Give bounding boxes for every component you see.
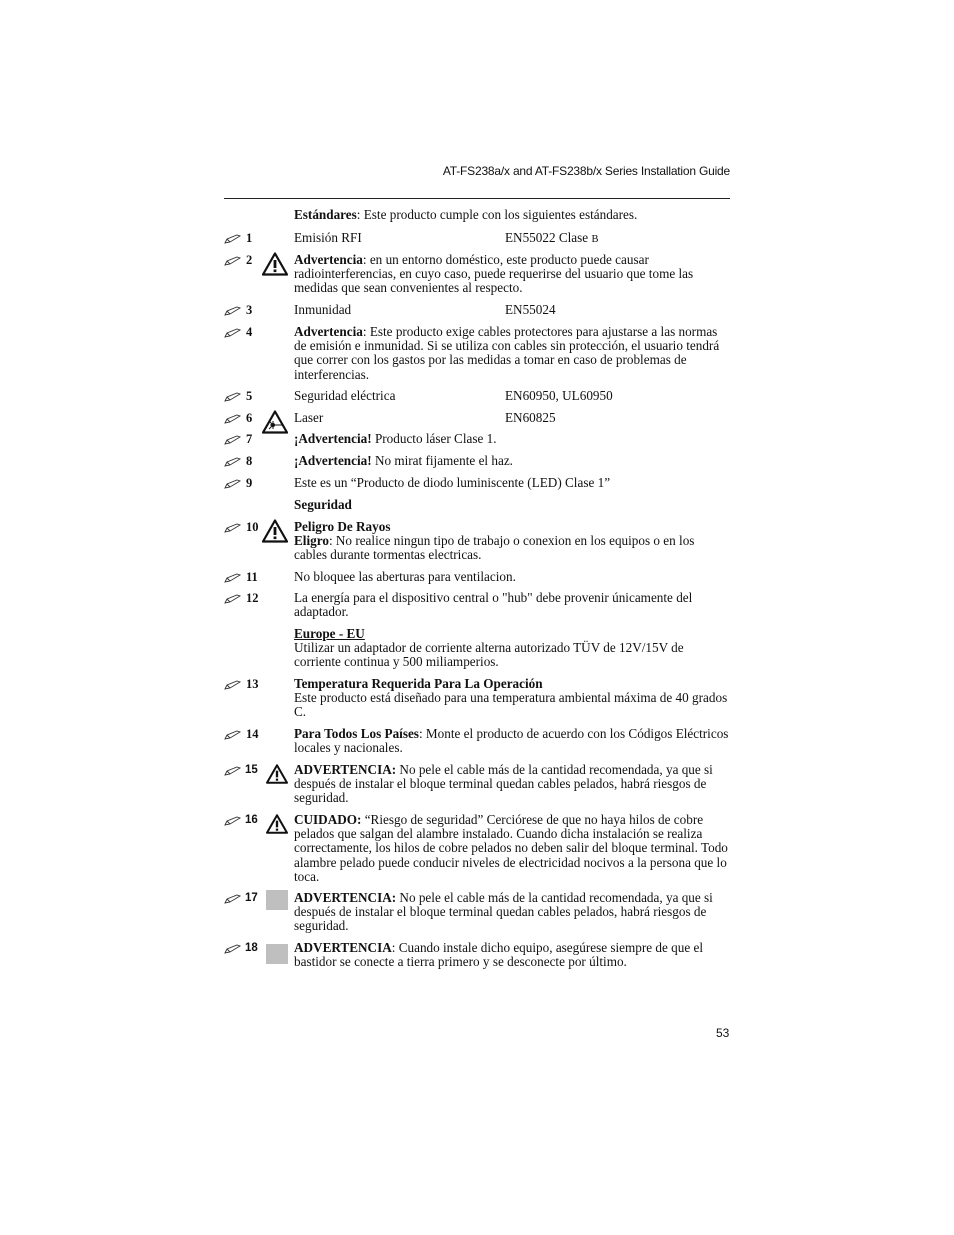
item-number: 2 <box>246 253 253 267</box>
item-number: 15 <box>245 764 258 776</box>
placeholder-icon <box>266 944 288 964</box>
intro-text: : Este producto cumple con los siguientes estándares. <box>356 207 638 222</box>
item-number: 17 <box>245 892 258 904</box>
header-rule <box>224 198 730 199</box>
item-number: 8 <box>246 454 253 468</box>
item-value: EN60950, UL60950 <box>505 388 613 403</box>
item-number: 16 <box>245 814 258 826</box>
europe-heading: Europe - EU <box>294 626 365 641</box>
item-text: La energía para el dispositivo central o "hub" debe provenir únicamente del adaptador. <box>294 590 693 620</box>
item-number: 7 <box>246 432 253 446</box>
pencil-icon <box>224 764 264 778</box>
page-number: 53 <box>716 1026 730 1040</box>
item-text: CUIDADO: “Riesgo de seguridad” Cerciórese de que no haya hilos de cobre pelados que salgan del alambre instalado. Cuando dicha instalación se realiza correctamente, los hilos de cobre pelados no deben salir del bloque terminal. Todo alambre pelado puede conducir niveles de electricidad nocivos a la persona que lo toca. <box>294 812 728 884</box>
item-text: Para Todos Los Países: Monte el producto de acuerdo con los Códigos Eléctricos locales y nacionales. <box>294 726 729 756</box>
warning-icon <box>262 519 288 546</box>
item-number: 18 <box>245 942 258 954</box>
item-label: Emisión RFI <box>294 230 362 245</box>
item-value: EN55022 Clase B <box>505 230 599 245</box>
item-number: 11 <box>246 570 258 584</box>
item-number: 9 <box>246 476 253 490</box>
europe-text: Utilizar un adaptador de corriente alterna autorizado TÜV de 12V/15V de corriente continua y 500 miliamperios. <box>294 640 684 670</box>
pencil-icon <box>224 433 264 447</box>
pencil-icon <box>224 254 264 268</box>
placeholder-icon <box>266 890 288 910</box>
pencil-icon <box>224 390 264 404</box>
item-text: ADVERTENCIA: No pele el cable más de la cantidad recomendada, ya que si después de instalar el bloque terminal quedan cables pelados, habrá riesgos de seguridad. <box>294 762 713 806</box>
item-label: Seguridad eléctrica <box>294 388 396 403</box>
item-text: ADVERTENCIA: Cuando instale dicho equipo, asegúrese siempre de que el bastidor se conecte a tierra primero y se desconecte por último. <box>294 940 704 970</box>
pencil-icon <box>224 326 264 340</box>
item-number: 3 <box>246 303 253 317</box>
item-text: Advertencia: Este producto exige cables protectores para ajustarse a las normas de emisión e inmunidad. Si se utiliza con cables sin protección, el usuario tendrá que correr con los gastos por las medidas a tomar en caso de problemas de interferencias. <box>294 324 720 382</box>
item-number: 13 <box>246 677 259 691</box>
pencil-icon <box>224 455 264 469</box>
pencil-icon <box>224 942 264 956</box>
warning-icon <box>266 814 288 837</box>
warning-icon <box>266 764 288 787</box>
item-text: Temperatura Requerida Para La Operación Este producto está diseñado para una temperatura ambiental máxima de 40 grados C. <box>294 676 728 720</box>
item-text: ¡Advertencia! Producto láser Clase 1. <box>294 431 497 446</box>
item-value: EN60825 <box>505 410 556 425</box>
pencil-icon <box>224 232 264 246</box>
pencil-icon <box>224 304 264 318</box>
item-number: 10 <box>246 520 259 534</box>
pencil-icon <box>224 571 264 585</box>
item-text: Este es un “Producto de diodo luminiscente (LED) Clase 1” <box>294 475 611 490</box>
item-text: ¡Advertencia! No mirat fijamente el haz. <box>294 453 513 468</box>
item-number: 14 <box>246 727 259 741</box>
pencil-icon <box>224 412 264 426</box>
running-header: AT-FS238a/x and AT-FS238b/x Series Installation Guide <box>442 164 730 178</box>
item-text: ADVERTENCIA: No pele el cable más de la cantidad recomendada, ya que si después de instalar el bloque terminal quedan cables pelados, habrá riesgos de seguridad. <box>294 890 713 934</box>
item-label: Laser <box>294 410 324 425</box>
item-text: Peligro De Rayos Eligro: No realice ningun tipo de trabajo o conexion en los equipos o en los cables durante tormentas electricas. <box>294 519 695 563</box>
section-heading-text: Seguridad <box>294 497 352 512</box>
intro-bold: Estándares <box>294 207 357 222</box>
laser-warning-icon <box>262 410 288 437</box>
pencil-icon <box>224 477 264 491</box>
item-number: 4 <box>246 325 253 339</box>
warning-icon <box>262 252 288 279</box>
pencil-icon <box>224 892 264 906</box>
item-number: 5 <box>246 389 253 403</box>
item-label: Inmunidad <box>294 302 352 317</box>
item-value: EN55024 <box>505 302 556 317</box>
item-number: 12 <box>246 591 259 605</box>
item-number: 6 <box>246 411 253 425</box>
item-text: Advertencia: en un entorno doméstico, este producto puede causar radiointerferencias, en cuyo caso, puede requerirse del usuario que tome las medidas que sean convenientes al respecto. <box>294 252 694 296</box>
item-number: 1 <box>246 231 253 245</box>
item-text: No bloquee las aberturas para ventilacion. <box>294 569 516 584</box>
pencil-icon <box>224 814 264 828</box>
